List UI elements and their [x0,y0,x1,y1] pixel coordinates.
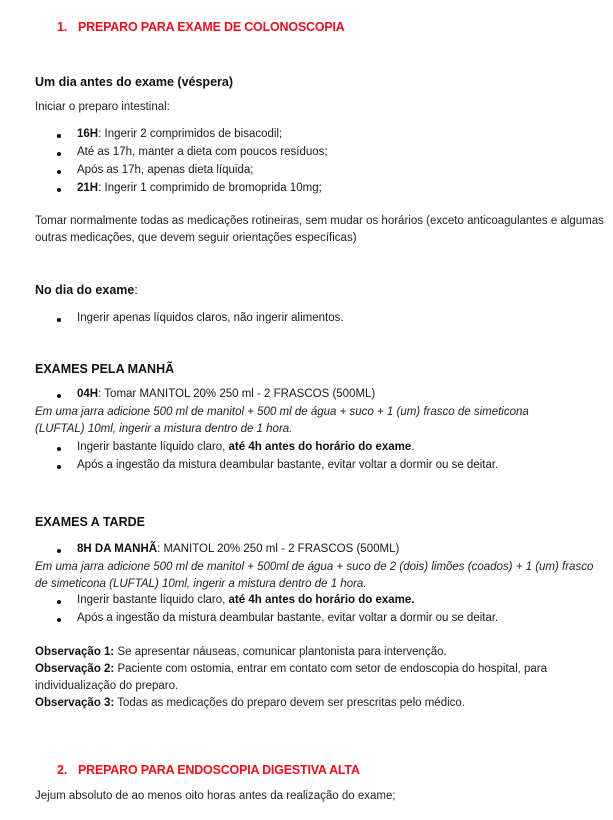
item-text: : MANITOL 20% 250 ml - 2 FRASCOS (500ML) [157,543,400,555]
section-2-number: 2. [57,763,68,777]
bullet-icon [57,600,61,604]
item-text: Até as 17h, manter a dieta com poucos resíduos; [77,146,328,158]
bullet-icon [57,134,61,138]
observation-3 [35,695,595,712]
item-text: : Ingerir 1 comprimido de bromoprida 10mg; [98,182,322,194]
item-emphasis: até 4h antes do horário do exame [228,441,412,453]
section-1-title: PREPARO PARA EXAME DE COLONOSCOPIA [78,20,345,34]
time-label: 21H [77,182,99,194]
afternoon-heading: EXAMES A TARDE [35,515,145,529]
observation-text: Todas as medicações do preparo devem ser prescritas pelo médico. [114,697,465,709]
exam-day-heading-text: No dia do exame [35,283,135,297]
item-text: Após as 17h, apenas dieta líquida; [77,164,254,176]
bullet-icon [57,188,61,192]
item-text: Após a ingestão da mistura deambular bastante, evitar voltar a dormir ou se deitar. [77,459,499,471]
fasting-instruction: Jejum absoluto de ao menos oito horas antes da realização do exame; [35,790,396,802]
item-text: Ingerir apenas líquidos claros, não ingerir alimentos. [77,312,344,324]
day-before-intro: Iniciar o preparo intestinal: [35,101,170,113]
item-text: Após a ingestão da mistura deambular bastante, evitar voltar a dormir ou se deitar. [77,612,499,624]
time-label: 8H DA MANHÃ [77,543,158,555]
section-2-title: PREPARO PARA ENDOSCOPIA DIGESTIVA ALTA [78,763,360,777]
day-before-heading: Um dia antes do exame (véspera) [35,75,233,89]
time-label: 16H [77,128,99,140]
bullet-icon [57,318,61,322]
morning-instructions: Em uma jarra adicione 500 ml de manitol + 500 ml de água + suco + 1 (um) frasco de simeticona (LUFTAL) 10ml, ingerir a mistura dentro de 1 hora. [35,406,529,435]
bullet-icon [57,447,61,451]
observation-1 [35,644,595,661]
item-text: Ingerir bastante líquido claro, [77,594,229,606]
bullet-icon [57,618,61,622]
observations [35,644,595,712]
observation-label: Observação 1: [35,646,115,658]
observation-label: Observação 3: [35,697,115,709]
time-label: 04H [77,388,99,400]
item-text: Ingerir bastante líquido claro, [77,441,229,453]
bullet-icon [57,549,61,553]
afternoon-instructions: Em uma jarra adicione 500 ml de manitol + 500ml de água + suco de 2 (dois) limões (coados) + 1 (um) frasco de simeticona (LUFTAL) 10ml, ingerir a mistura dentro de 1 hora. [35,561,594,590]
morning-heading: EXAMES PELA MANHÃ [35,362,175,376]
section-1-number: 1. [57,20,68,34]
bullet-icon [57,152,61,156]
medication-note: Tomar normalmente todas as medicações rotineiras, sem mudar os horários (exceto anticoagulantes e algumas outras medicações, que devem seguir orientações específicas) [35,215,604,244]
item-emphasis: até 4h antes do horário do exame. [228,594,415,606]
exam-day-heading-colon: : [134,283,138,297]
exam-day-heading [35,283,138,297]
bullet-icon [57,465,61,469]
observation-text: Se apresentar náuseas, comunicar plantonista para intervenção. [114,646,447,658]
item-text: : Ingerir 2 comprimidos de bisacodil; [98,128,283,140]
item-suffix: . [411,441,415,453]
observation-2 [35,661,595,695]
bullet-icon [57,170,61,174]
observation-label: Observação 2: [35,663,115,675]
observation-text: Paciente com ostomia, entrar em contato com setor de endoscopia do hospital, para individualização do preparo. [35,663,548,692]
bullet-icon [57,394,61,398]
item-text: : Tomar MANITOL 20% 250 ml - 2 FRASCOS (500ML) [98,388,376,400]
